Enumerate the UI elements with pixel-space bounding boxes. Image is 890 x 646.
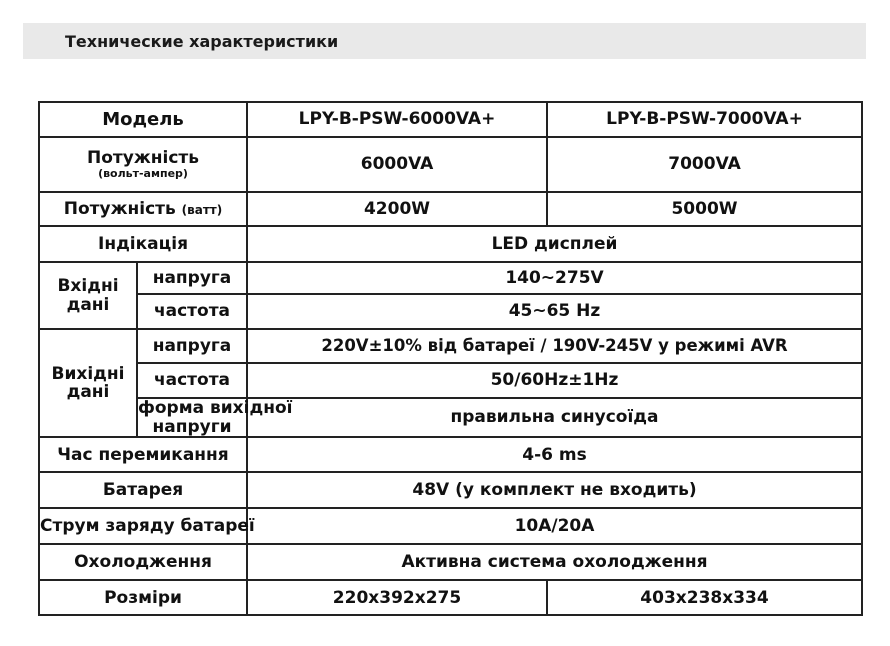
output-waveform-label-line1: форма вихідної	[138, 398, 293, 418]
row-power-va	[39, 137, 862, 192]
output-waveform-label-cell	[137, 398, 293, 437]
row-dimensions	[39, 580, 862, 615]
dimensions-value-1: 220x392x275	[247, 580, 547, 615]
output-voltage-label: напруга	[137, 329, 247, 363]
power-va-label-cell	[39, 137, 247, 192]
power-va-note: (вольт-ампер)	[98, 166, 188, 180]
power-w-value-1: 4200W	[247, 192, 547, 226]
indication-value: LED дисплей	[247, 226, 862, 262]
row-output-waveform	[39, 398, 862, 437]
row-indication	[39, 226, 862, 262]
row-power-w	[39, 192, 862, 226]
power-va-value-1: 6000VA	[247, 137, 547, 192]
transfer-time-label: Час перемикання	[39, 437, 247, 472]
output-label-line1: Вихідні	[51, 363, 125, 384]
battery-value: 48V (у комплект не входить)	[247, 472, 862, 508]
model-label: Модель	[39, 102, 247, 137]
power-w-label: Потужність	[63, 198, 176, 219]
output-waveform-label-line2: напруги	[152, 416, 232, 437]
power-w-label-cell	[39, 192, 247, 226]
output-frequency-value: 50/60Hz±1Hz	[247, 363, 862, 398]
cooling-label: Охолодження	[39, 544, 247, 580]
row-output-voltage	[39, 329, 862, 363]
input-label-line1: Вхідні	[57, 275, 119, 296]
row-cooling	[39, 544, 862, 580]
input-frequency-label: частота	[137, 294, 247, 329]
power-va-value-2: 7000VA	[547, 137, 862, 192]
output-voltage-value: 220V±10% від батареї / 190V-245V у режимі AVR	[247, 329, 862, 363]
section-header	[23, 23, 866, 59]
transfer-time-value: 4-6 ms	[247, 437, 862, 472]
input-frequency-value: 45~65 Hz	[247, 294, 862, 329]
cooling-value: Активна система охолодження	[247, 544, 862, 580]
output-label-cell	[39, 329, 137, 437]
power-w-note: (ватт)	[181, 202, 223, 217]
input-label-cell	[39, 262, 137, 329]
input-voltage-value: 140~275V	[247, 262, 862, 294]
power-va-label: Потужність	[86, 148, 199, 169]
charge-current-label: Струм заряду батареї	[39, 508, 247, 544]
output-waveform-value: правильна синусоїда	[247, 398, 862, 437]
row-input-voltage	[39, 262, 862, 294]
row-charge-current	[39, 508, 862, 544]
row-output-frequency	[39, 363, 862, 398]
output-frequency-label: частота	[137, 363, 247, 398]
row-model	[39, 102, 862, 137]
input-voltage-label: напруга	[137, 262, 247, 294]
row-transfer-time	[39, 437, 862, 472]
dimensions-value-2: 403x238x334	[547, 580, 862, 615]
model-value-2: LPY-B-PSW-7000VA+	[547, 102, 862, 137]
model-value-1: LPY-B-PSW-6000VA+	[247, 102, 547, 137]
section-title: Технические характеристики	[65, 32, 339, 51]
power-w-value-2: 5000W	[547, 192, 862, 226]
indication-label: Індікація	[39, 226, 247, 262]
battery-label: Батарея	[39, 472, 247, 508]
spec-table	[38, 101, 863, 616]
row-battery	[39, 472, 862, 508]
charge-current-value: 10A/20A	[247, 508, 862, 544]
dimensions-label: Розміри	[39, 580, 247, 615]
output-label-line2: дані	[66, 382, 110, 403]
input-label-line2: дані	[66, 294, 110, 315]
row-input-frequency	[39, 294, 862, 329]
